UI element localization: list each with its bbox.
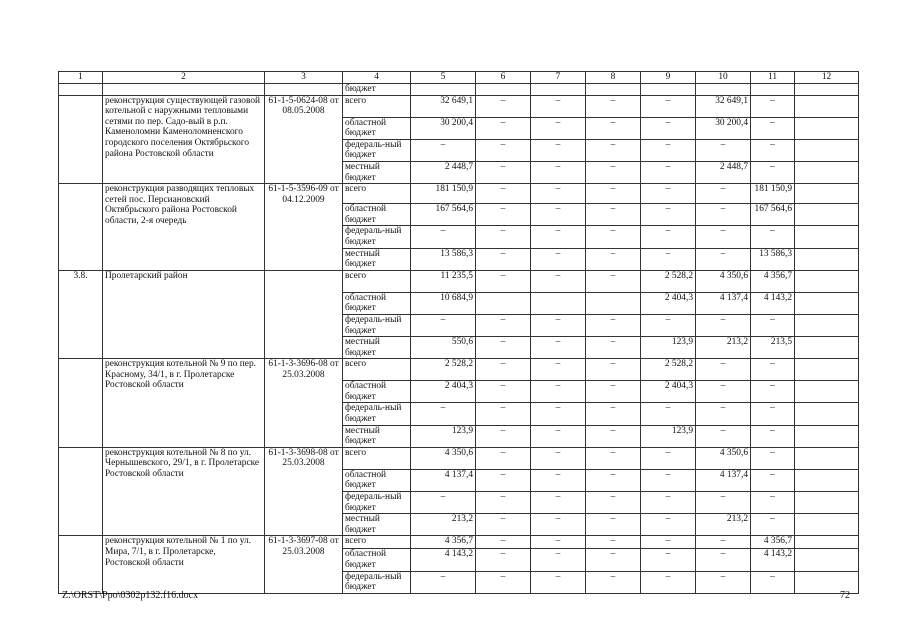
- amount-cell: [795, 95, 859, 117]
- amount-cell: –: [476, 359, 531, 381]
- amount-cell: –: [751, 403, 795, 425]
- amount-cell: [795, 248, 859, 270]
- amount-cell: –: [696, 549, 751, 571]
- amount-cell: –: [641, 447, 696, 469]
- amount-cell: –: [476, 492, 531, 514]
- amount-cell: –: [586, 161, 641, 183]
- amount-cell: –: [531, 381, 586, 403]
- amount-cell: –: [751, 359, 795, 381]
- amount-cell: –: [476, 469, 531, 491]
- amount-cell: –: [586, 270, 641, 292]
- amount-cell: –: [586, 184, 641, 204]
- amount-cell: [586, 292, 641, 314]
- amount-cell: –: [586, 337, 641, 359]
- amount-cell: [795, 492, 859, 514]
- amount-cell: 2 404,3: [641, 292, 696, 314]
- section-number: [59, 84, 103, 96]
- amount-cell: –: [696, 359, 751, 381]
- budget-table: [58, 71, 859, 594]
- amount-cell: 2 528,2: [641, 359, 696, 381]
- funding-source: всего: [343, 359, 411, 381]
- column-number-12: 12: [795, 72, 859, 84]
- amount-cell: 2 448,7: [411, 161, 476, 183]
- section-number: [59, 184, 103, 271]
- funding-source: федераль-ный бюджет: [343, 226, 411, 248]
- amount-cell: 4 350,6: [411, 447, 476, 469]
- amount-cell: –: [696, 403, 751, 425]
- amount-cell: 2 404,3: [411, 381, 476, 403]
- amount-cell: 11 235,5: [411, 270, 476, 292]
- amount-cell: 30 200,4: [411, 117, 476, 139]
- amount-cell: [795, 226, 859, 248]
- footer-page-number: 72: [840, 590, 850, 601]
- amount-cell: –: [751, 139, 795, 161]
- amount-cell: [641, 84, 696, 96]
- amount-cell: –: [641, 248, 696, 270]
- amount-cell: –: [531, 226, 586, 248]
- amount-cell: –: [586, 492, 641, 514]
- amount-cell: 32 649,1: [696, 95, 751, 117]
- amount-cell: –: [586, 248, 641, 270]
- amount-cell: –: [476, 425, 531, 447]
- amount-cell: [411, 84, 476, 96]
- amount-cell: –: [531, 248, 586, 270]
- funding-source: областной бюджет: [343, 549, 411, 571]
- amount-cell: [795, 514, 859, 536]
- amount-cell: [795, 204, 859, 226]
- amount-cell: [795, 469, 859, 491]
- amount-cell: –: [476, 536, 531, 549]
- amount-cell: –: [751, 492, 795, 514]
- funding-source: федераль-ный бюджет: [343, 403, 411, 425]
- amount-cell: [795, 314, 859, 336]
- amount-cell: –: [696, 571, 751, 593]
- column-number-8: 8: [586, 72, 641, 84]
- amount-cell: –: [411, 226, 476, 248]
- amount-cell: [795, 337, 859, 359]
- funding-source: местный бюджет: [343, 425, 411, 447]
- amount-cell: –: [476, 248, 531, 270]
- funding-source: бюджет: [343, 84, 411, 96]
- amount-cell: 213,2: [696, 514, 751, 536]
- amount-cell: –: [751, 469, 795, 491]
- funding-source: областной бюджет: [343, 469, 411, 491]
- amount-cell: 4 356,7: [411, 536, 476, 549]
- amount-cell: [795, 139, 859, 161]
- amount-cell: –: [476, 139, 531, 161]
- amount-cell: –: [696, 226, 751, 248]
- expertise-document: 61-1-3-3696-08 от 25.03.2008: [265, 359, 343, 448]
- amount-cell: [795, 117, 859, 139]
- funding-source: областной бюджет: [343, 292, 411, 314]
- amount-cell: –: [531, 514, 586, 536]
- amount-cell: –: [696, 536, 751, 549]
- amount-cell: –: [476, 571, 531, 593]
- amount-cell: –: [476, 184, 531, 204]
- amount-cell: 4 350,6: [696, 270, 751, 292]
- funding-source: областной бюджет: [343, 204, 411, 226]
- section-number: [59, 359, 103, 448]
- table-row: [59, 536, 859, 549]
- amount-cell: –: [531, 469, 586, 491]
- amount-cell: 4 137,4: [696, 292, 751, 314]
- amount-cell: 4 137,4: [411, 469, 476, 491]
- amount-cell: 4 356,7: [751, 270, 795, 292]
- amount-cell: –: [586, 425, 641, 447]
- amount-cell: –: [586, 571, 641, 593]
- amount-cell: –: [641, 571, 696, 593]
- amount-cell: –: [586, 139, 641, 161]
- object-name: Пролетарский район: [103, 270, 265, 359]
- column-number-7: 7: [531, 72, 586, 84]
- amount-cell: [476, 292, 531, 314]
- amount-cell: –: [531, 95, 586, 117]
- amount-cell: –: [586, 226, 641, 248]
- amount-cell: –: [696, 381, 751, 403]
- amount-cell: 167 564,6: [411, 204, 476, 226]
- amount-cell: –: [531, 161, 586, 183]
- amount-cell: –: [696, 314, 751, 336]
- amount-cell: –: [476, 447, 531, 469]
- amount-cell: 2 448,7: [696, 161, 751, 183]
- amount-cell: 4 143,2: [411, 549, 476, 571]
- amount-cell: –: [476, 314, 531, 336]
- amount-cell: –: [476, 381, 531, 403]
- amount-cell: [531, 84, 586, 96]
- amount-cell: –: [586, 549, 641, 571]
- amount-cell: 181 150,9: [411, 184, 476, 204]
- section-number: [59, 95, 103, 184]
- amount-cell: –: [476, 161, 531, 183]
- amount-cell: –: [586, 381, 641, 403]
- amount-cell: –: [751, 571, 795, 593]
- amount-cell: –: [751, 226, 795, 248]
- amount-cell: 32 649,1: [411, 95, 476, 117]
- table-row: [59, 84, 859, 96]
- amount-cell: 30 200,4: [696, 117, 751, 139]
- amount-cell: –: [586, 469, 641, 491]
- expertise-document: 61-1-3-3697-08 от 25.03.2008: [265, 536, 343, 593]
- amount-cell: 13 586,3: [751, 248, 795, 270]
- amount-cell: 181 150,9: [751, 184, 795, 204]
- amount-cell: –: [641, 161, 696, 183]
- amount-cell: –: [586, 536, 641, 549]
- amount-cell: –: [476, 270, 531, 292]
- amount-cell: –: [531, 549, 586, 571]
- column-number-9: 9: [641, 72, 696, 84]
- amount-cell: –: [641, 204, 696, 226]
- amount-cell: [751, 84, 795, 96]
- amount-cell: [795, 403, 859, 425]
- amount-cell: [795, 184, 859, 204]
- amount-cell: [795, 84, 859, 96]
- expertise-document: 61-1-5-3596-09 от 04.12.2009: [265, 184, 343, 271]
- amount-cell: 123,9: [641, 337, 696, 359]
- object-name: [103, 84, 265, 96]
- amount-cell: –: [751, 95, 795, 117]
- section-number: [59, 447, 103, 536]
- amount-cell: –: [641, 314, 696, 336]
- amount-cell: –: [751, 117, 795, 139]
- funding-source: всего: [343, 270, 411, 292]
- amount-cell: –: [531, 359, 586, 381]
- amount-cell: –: [641, 403, 696, 425]
- amount-cell: –: [751, 447, 795, 469]
- table-body: [59, 72, 859, 594]
- amount-cell: 4 143,2: [751, 292, 795, 314]
- column-number-4: 4: [343, 72, 411, 84]
- amount-cell: –: [641, 536, 696, 549]
- amount-cell: –: [751, 161, 795, 183]
- amount-cell: –: [531, 184, 586, 204]
- expertise-document: 61-1-3-3698-08 от 25.03.2008: [265, 447, 343, 536]
- column-number-5: 5: [411, 72, 476, 84]
- table-row: [59, 184, 859, 204]
- amount-cell: –: [531, 492, 586, 514]
- amount-cell: –: [696, 492, 751, 514]
- amount-cell: –: [531, 139, 586, 161]
- amount-cell: [586, 84, 641, 96]
- amount-cell: –: [641, 95, 696, 117]
- amount-cell: –: [641, 139, 696, 161]
- funding-source: всего: [343, 95, 411, 117]
- section-number: [59, 536, 103, 593]
- amount-cell: –: [641, 469, 696, 491]
- amount-cell: 2 404,3: [641, 381, 696, 403]
- amount-cell: –: [696, 204, 751, 226]
- amount-cell: –: [586, 95, 641, 117]
- object-name: реконструкция котельной № 8 по ул. Чернышевского, 29/1, в г. Пролетарске Ростовской области: [103, 447, 265, 536]
- amount-cell: [795, 536, 859, 549]
- amount-cell: –: [531, 403, 586, 425]
- object-name: реконструкция разводящих тепловых сетей пос. Персиановский Октябрьского района Ростовской области, 2-я очередь: [103, 184, 265, 271]
- amount-cell: –: [696, 184, 751, 204]
- amount-cell: –: [411, 571, 476, 593]
- amount-cell: [795, 270, 859, 292]
- amount-cell: –: [476, 204, 531, 226]
- amount-cell: [531, 292, 586, 314]
- funding-source: областной бюджет: [343, 381, 411, 403]
- funding-source: местный бюджет: [343, 514, 411, 536]
- amount-cell: –: [586, 359, 641, 381]
- amount-cell: 4 137,4: [696, 469, 751, 491]
- funding-source: федераль-ный бюджет: [343, 314, 411, 336]
- amount-cell: –: [411, 139, 476, 161]
- amount-cell: –: [751, 425, 795, 447]
- amount-cell: [795, 549, 859, 571]
- table-row: [59, 270, 859, 292]
- amount-cell: –: [586, 204, 641, 226]
- funding-source: федераль-ный бюджет: [343, 492, 411, 514]
- amount-cell: 167 564,6: [751, 204, 795, 226]
- column-number-10: 10: [696, 72, 751, 84]
- amount-cell: –: [641, 492, 696, 514]
- amount-cell: –: [531, 425, 586, 447]
- amount-cell: 13 586,3: [411, 248, 476, 270]
- funding-source: местный бюджет: [343, 337, 411, 359]
- amount-cell: –: [411, 403, 476, 425]
- amount-cell: –: [531, 536, 586, 549]
- amount-cell: –: [531, 117, 586, 139]
- amount-cell: –: [641, 514, 696, 536]
- expertise-document: 61-1-5-0624-08 от 08.05.2008: [265, 95, 343, 184]
- amount-cell: –: [751, 381, 795, 403]
- funding-source: федераль-ный бюджет: [343, 571, 411, 593]
- amount-cell: –: [531, 270, 586, 292]
- amount-cell: –: [476, 549, 531, 571]
- column-number-1: 1: [59, 72, 103, 84]
- object-name: реконструкция котельной № 9 по пер. Красному, 34/1, в г. Пролетарске Ростовской области: [103, 359, 265, 448]
- amount-cell: –: [476, 226, 531, 248]
- amount-cell: –: [411, 492, 476, 514]
- amount-cell: [795, 359, 859, 381]
- amount-cell: –: [751, 514, 795, 536]
- amount-cell: [795, 425, 859, 447]
- amount-cell: –: [411, 314, 476, 336]
- amount-cell: –: [531, 337, 586, 359]
- funding-source: местный бюджет: [343, 248, 411, 270]
- amount-cell: –: [531, 314, 586, 336]
- amount-cell: 4 356,7: [751, 536, 795, 549]
- amount-cell: –: [586, 314, 641, 336]
- column-number-11: 11: [751, 72, 795, 84]
- amount-cell: 2 528,2: [411, 359, 476, 381]
- amount-cell: –: [586, 447, 641, 469]
- amount-cell: –: [531, 571, 586, 593]
- amount-cell: –: [476, 514, 531, 536]
- funding-source: местный бюджет: [343, 161, 411, 183]
- amount-cell: –: [586, 403, 641, 425]
- column-number-6: 6: [476, 72, 531, 84]
- amount-cell: –: [641, 117, 696, 139]
- amount-cell: –: [586, 514, 641, 536]
- amount-cell: –: [751, 314, 795, 336]
- amount-cell: –: [696, 425, 751, 447]
- amount-cell: 213,2: [696, 337, 751, 359]
- amount-cell: 4 143,2: [751, 549, 795, 571]
- column-number-row: [59, 72, 859, 84]
- amount-cell: –: [531, 447, 586, 469]
- amount-cell: –: [641, 184, 696, 204]
- funding-source: всего: [343, 447, 411, 469]
- column-number-2: 2: [103, 72, 265, 84]
- amount-cell: 4 350,6: [696, 447, 751, 469]
- funding-source: областной бюджет: [343, 117, 411, 139]
- amount-cell: [795, 447, 859, 469]
- object-name: реконструкция котельной № 1 по ул. Мира, 7/1, в г. Пролетарске, Ростовской области: [103, 536, 265, 593]
- amount-cell: [476, 84, 531, 96]
- amount-cell: –: [696, 248, 751, 270]
- section-number: 3.8.: [59, 270, 103, 359]
- amount-cell: 123,9: [411, 425, 476, 447]
- amount-cell: –: [586, 117, 641, 139]
- amount-cell: –: [531, 204, 586, 226]
- expertise-document: [265, 84, 343, 96]
- footer-file-path: Z:\ORST\Ppo\0302p132.f16.docx: [62, 590, 199, 601]
- amount-cell: 213,2: [411, 514, 476, 536]
- amount-cell: [795, 161, 859, 183]
- funding-source: всего: [343, 536, 411, 549]
- funding-source: всего: [343, 184, 411, 204]
- table-row: [59, 95, 859, 117]
- amount-cell: [795, 292, 859, 314]
- object-name: реконструкция существующей газовой котельной с наружными тепловыми сетями по пер. Садо-вый в р.п. Каменоломни Каменоломненского городского поселения Октябрьского района Ростовской области: [103, 95, 265, 184]
- amount-cell: 550,6: [411, 337, 476, 359]
- amount-cell: –: [476, 117, 531, 139]
- expertise-document: [265, 270, 343, 359]
- amount-cell: [795, 381, 859, 403]
- amount-cell: 213,5: [751, 337, 795, 359]
- amount-cell: –: [696, 139, 751, 161]
- amount-cell: –: [641, 549, 696, 571]
- amount-cell: 123,9: [641, 425, 696, 447]
- funding-source: федераль-ный бюджет: [343, 139, 411, 161]
- column-number-3: 3: [265, 72, 343, 84]
- amount-cell: 10 684,9: [411, 292, 476, 314]
- amount-cell: –: [476, 337, 531, 359]
- amount-cell: 2 528,2: [641, 270, 696, 292]
- amount-cell: –: [476, 95, 531, 117]
- amount-cell: [696, 84, 751, 96]
- table-row: [59, 359, 859, 381]
- amount-cell: –: [476, 403, 531, 425]
- amount-cell: –: [641, 226, 696, 248]
- table-row: [59, 447, 859, 469]
